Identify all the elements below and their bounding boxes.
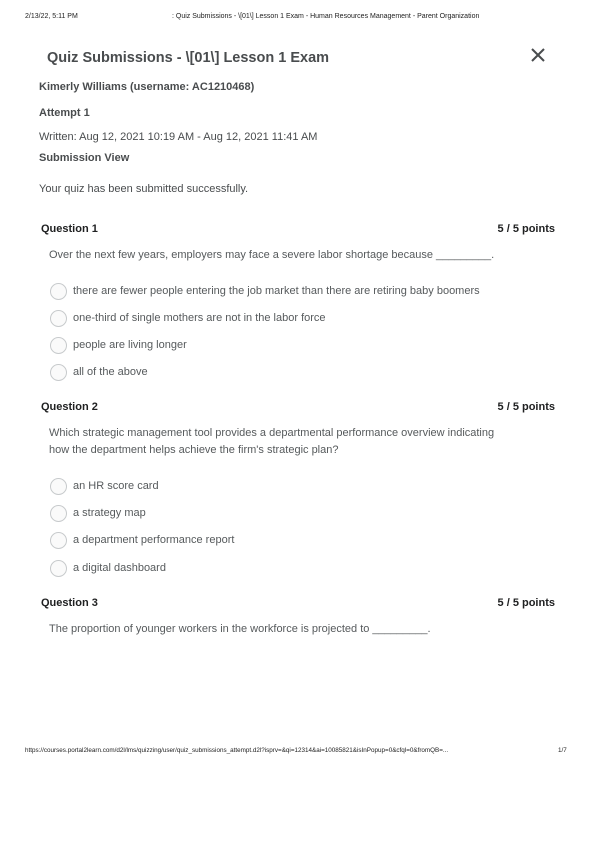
question-text-line: how the department helps achieve the firm's strategic plan? <box>49 444 339 456</box>
print-footer-url: https://courses.portal2learn.com/d2l/lms/quizzing/user/quiz_submissions_attempt.d2l?isprv=&qi=12314&ai=10085821&isInPopup=0&cfql=0&fromQB=... <box>25 747 449 754</box>
question-title: Question 1 <box>41 223 98 235</box>
answer-label: people are living longer <box>73 339 187 351</box>
attempt-label: Attempt 1 <box>39 107 90 119</box>
answer-label: a department performance report <box>73 534 235 546</box>
answer-option[interactable] <box>50 530 234 550</box>
user-name: Kimerly Williams (username: AC1210468) <box>39 81 255 93</box>
question-text: Over the next few years, employers may face a severe labor shortage because _________. <box>49 249 495 261</box>
print-page-number: 1/7 <box>558 747 567 754</box>
answer-label: a strategy map <box>73 507 146 519</box>
radio-button[interactable] <box>50 283 67 300</box>
answer-option[interactable] <box>50 281 480 301</box>
radio-button[interactable] <box>50 364 67 381</box>
dialog-title: Quiz Submissions - \[01\] Lesson 1 Exam <box>47 50 330 66</box>
answer-option[interactable] <box>50 308 326 328</box>
answer-option[interactable] <box>50 335 187 355</box>
question-text-line: Which strategic management tool provides a departmental performance overview indicating <box>49 427 495 439</box>
print-page-title: : Quiz Submissions - \[01\] Lesson 1 Exam - Human Resources Management - Parent Organization <box>172 13 480 20</box>
radio-button[interactable] <box>50 478 67 495</box>
question-text <box>49 425 539 459</box>
radio-button[interactable] <box>50 505 67 522</box>
question-title: Question 2 <box>41 401 98 413</box>
question-points: 5 / 5 points <box>497 223 555 235</box>
answer-option[interactable] <box>50 476 159 496</box>
radio-button[interactable] <box>50 310 67 327</box>
answer-option[interactable] <box>50 362 148 382</box>
print-header <box>25 13 570 25</box>
close-icon[interactable] <box>529 46 547 64</box>
written-timestamp: Written: Aug 12, 2021 10:19 AM - Aug 12, 2021 11:41 AM <box>39 131 318 143</box>
submission-view-heading: Submission View <box>39 152 130 164</box>
answer-option[interactable] <box>50 503 146 523</box>
answer-label: there are fewer people entering the job market than there are retiring baby boomers <box>73 285 480 297</box>
submission-message: Your quiz has been submitted successfully. <box>39 183 249 195</box>
answer-label: an HR score card <box>73 480 159 492</box>
print-date: 2/13/22, 5:11 PM <box>25 13 78 20</box>
radio-button[interactable] <box>50 337 67 354</box>
answer-option[interactable] <box>50 558 166 578</box>
question-points: 5 / 5 points <box>497 401 555 413</box>
answer-label: a digital dashboard <box>73 562 166 574</box>
question-title: Question 3 <box>41 597 98 609</box>
question-text: The proportion of younger workers in the workforce is projected to _________. <box>49 623 431 635</box>
radio-button[interactable] <box>50 560 67 577</box>
answer-label: one-third of single mothers are not in the labor force <box>73 312 326 324</box>
question-points: 5 / 5 points <box>497 597 555 609</box>
answer-label: all of the above <box>73 366 148 378</box>
radio-button[interactable] <box>50 532 67 549</box>
